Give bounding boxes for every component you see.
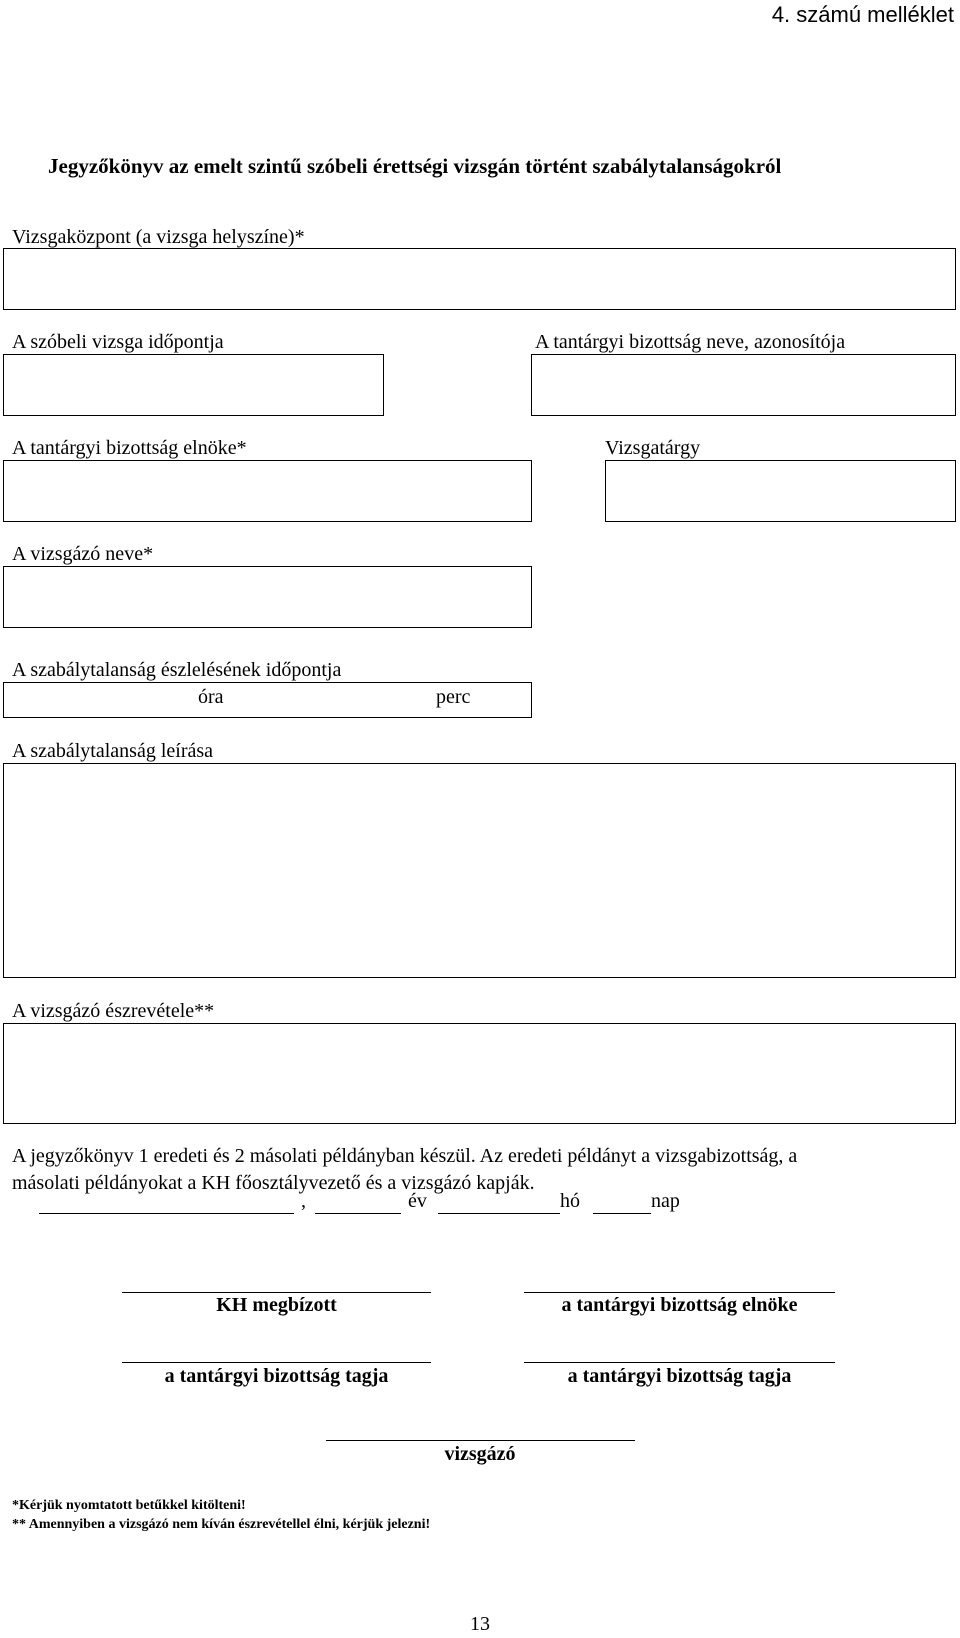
minute-unit-label: perc [436,686,471,708]
exam-center-label: Vizsgaközpont (a vizsga helyszíne)* [12,226,305,248]
committee-member-2-signature-line[interactable] [524,1362,835,1363]
hour-unit-label: óra [198,686,224,708]
kh-delegate-signature-line[interactable] [122,1292,431,1293]
candidate-signature-line[interactable] [326,1440,635,1441]
subject-label: Vizsgatárgy [605,437,701,459]
subject-field[interactable] [605,460,956,522]
exam-date-field[interactable] [3,354,384,416]
candidate-signature-label: vizsgázó [444,1443,516,1465]
kh-delegate-label: KH megbízott [216,1294,337,1316]
irregularity-description-label: A szabálytalanság leírása [12,740,214,762]
committee-chair-label: A tantárgyi bizottság elnöke* [12,437,247,459]
irregularity-description-field[interactable] [3,763,956,978]
notice-line-1: A jegyzőkönyv 1 eredeti és 2 másolati példányban készül. Az eredeti példányt a vizsgabizottság, a [12,1145,798,1167]
exam-date-label: A szóbeli vizsga időpontja [12,331,224,353]
annex-label: 4. számú melléklet [771,2,954,27]
date-comma: , [301,1190,306,1212]
day-blank[interactable] [593,1213,651,1214]
committee-chair-field[interactable] [3,460,532,522]
month-blank[interactable] [438,1213,560,1214]
document-title: Jegyzőkönyv az emelt szintű szóbeli érettségi vizsgán történt szabálytalanságokról [48,154,782,178]
notice-line-2: másolati példányokat a KH főosztályvezető és a vizsgázó kapják. [12,1172,535,1194]
candidate-name-label: A vizsgázó neve* [12,543,154,565]
place-blank[interactable] [39,1213,294,1214]
day-label: nap [651,1190,680,1212]
committee-name-label: A tantárgyi bizottság neve, azonosítója [535,331,846,353]
committee-member-1-signature-line[interactable] [122,1362,431,1363]
candidate-remarks-label: A vizsgázó észrevétele** [12,1000,215,1022]
year-label: év [408,1190,427,1212]
committee-member-1-label: a tantárgyi bizottság tagja [164,1365,389,1387]
candidate-name-field[interactable] [3,566,532,628]
footnote-2: ** Amennyiben a vizsgázó nem kíván észrevétellel élni, kérjük jelezni! [12,1517,431,1532]
committee-chair-signature-label: a tantárgyi bizottság elnöke [561,1294,798,1316]
month-label: hó [560,1190,580,1212]
year-blank[interactable] [315,1213,401,1214]
irregularity-time-label: A szabálytalanság észlelésének időpontja [12,659,342,681]
committee-chair-signature-line[interactable] [524,1292,835,1293]
committee-member-2-label: a tantárgyi bizottság tagja [567,1365,792,1387]
page-number: 13 [470,1613,490,1635]
exam-center-field[interactable] [3,248,956,310]
footnote-1: *Kérjük nyomtatott betűkkel kitölteni! [12,1498,246,1513]
committee-name-field[interactable] [531,354,956,416]
candidate-remarks-field[interactable] [3,1023,956,1124]
